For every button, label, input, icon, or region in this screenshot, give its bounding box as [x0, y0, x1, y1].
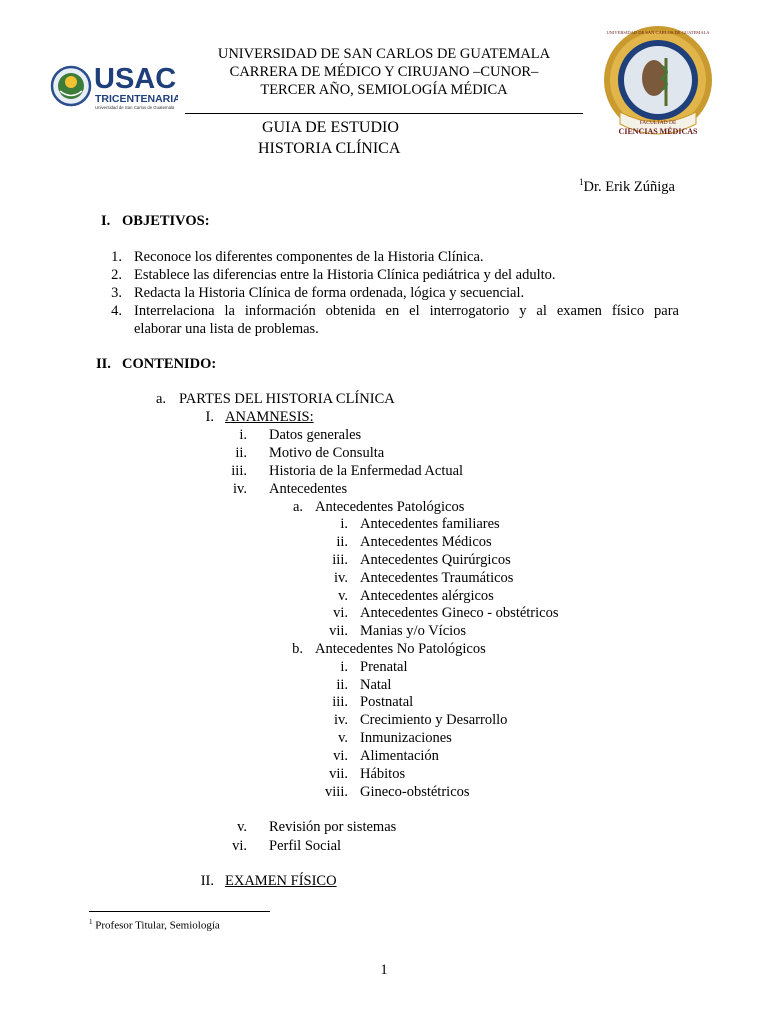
page-number: 1 [380, 962, 388, 978]
outline-item: Natal [360, 677, 392, 693]
outline-marker: iii. [231, 463, 247, 479]
outline-marker: i. [340, 659, 348, 675]
outline-item: Antecedentes familiares [360, 516, 500, 532]
doc-title-line2: HISTORIA CLÍNICA [258, 140, 401, 157]
outline-item: Motivo de Consulta [269, 445, 385, 461]
outline-item: Antecedentes [269, 481, 348, 497]
outline-item-no-patologicos: Antecedentes No Patológicos [315, 641, 486, 657]
outline-marker: vi. [333, 748, 348, 764]
usac-logo-text: USAC [94, 63, 177, 95]
outline-marker: a. [155, 391, 166, 407]
seal-top-text: UNIVERSIDAD DE SAN CARLOS DE GUATEMALA [606, 30, 710, 35]
outline-marker: i. [340, 516, 348, 532]
outline-marker: ii. [235, 445, 247, 461]
outline-marker: vi. [232, 838, 247, 854]
outline-marker: b. [292, 641, 303, 657]
outline-marker: v. [338, 588, 348, 604]
outline-item: Prenatal [360, 659, 408, 675]
outline-item: Postnatal [360, 694, 414, 710]
usac-logo-tagline: Universidad de San Carlos de Guatemala [95, 105, 175, 110]
outline-item: Antecedentes Gineco - obstétricos [360, 605, 559, 621]
outline-item: Alimentación [360, 748, 439, 764]
header-career: CARRERA DE MÉDICO Y CIRUJANO –CUNOR– [229, 64, 539, 80]
author-name: Dr. Erik Zúñiga [583, 178, 675, 195]
objective-text: Reconoce los diferentes componentes de la Historia Clínica. [134, 249, 484, 265]
usac-tricentenaria-logo [50, 58, 178, 114]
footnote-marker: 1 [89, 918, 93, 926]
objective-text: Establece las diferencias entre la Historia Clínica pediátrica y del adulto. [134, 267, 556, 283]
objective-number: 3. [111, 285, 122, 301]
outline-item: Antecedentes Traumáticos [360, 570, 514, 586]
footnote [89, 918, 220, 932]
usac-logo-subtitle: TRICENTENARIA [95, 93, 178, 105]
objective-text: Redacta la Historia Clínica de forma ordenada, lógica y secuencial. [134, 285, 525, 301]
outline-item: Datos generales [269, 427, 362, 443]
section-objetivos-num: I. [101, 213, 111, 229]
outline-item: Antecedentes Médicos [360, 534, 492, 550]
outline-item-partes: PARTES DEL HISTORIA CLÍNICA [179, 391, 395, 407]
outline-marker: v. [237, 819, 247, 835]
objective-number: 2. [111, 267, 122, 283]
outline-item: Perfil Social [269, 838, 342, 854]
outline-marker: iv. [233, 481, 247, 497]
outline-marker: II. [200, 873, 214, 889]
outline-marker: ii. [336, 534, 348, 550]
outline-marker: i. [239, 427, 247, 443]
objective-number: 1. [111, 249, 122, 265]
seal-bottom-text-2: CIENCIAS MÉDICAS [618, 127, 698, 136]
outline-marker: vii. [329, 766, 348, 782]
header-university: UNIVERSIDAD DE SAN CARLOS DE GUATEMALA [217, 46, 551, 62]
footnote-divider [89, 911, 270, 912]
outline-item: Revisión por sistemas [269, 819, 397, 835]
outline-marker: a. [292, 499, 303, 515]
header-course: TERCER AÑO, SEMIOLOGÍA MÉDICA [260, 82, 508, 98]
outline-marker: iv. [334, 570, 348, 586]
outline-marker: viii. [325, 784, 348, 800]
outline-item: Historia de la Enfermedad Actual [269, 463, 464, 479]
outline-marker: vii. [329, 623, 348, 639]
outline-item-examen-fisico: EXAMEN FÍSICO [225, 873, 337, 889]
objective-text: Interrelaciona la información obtenida en el interrogatorio y al examen físico para [134, 303, 679, 319]
outline-marker: v. [338, 730, 348, 746]
author [579, 177, 675, 196]
outline-marker: I. [205, 409, 214, 425]
ciencias-medicas-seal-logo [600, 20, 720, 148]
outline-item: Manias y/o Vícios [360, 623, 467, 639]
outline-item-anamnesis: ANAMNESIS: [225, 409, 314, 425]
outline-item: Antecedentes Quirúrgicos [360, 552, 511, 568]
objective-text-continued: elaborar una lista de problemas. [134, 321, 319, 337]
outline-item-patologicos: Antecedentes Patológicos [315, 499, 465, 515]
objective-number: 4. [111, 303, 122, 319]
footnote-text: Profesor Titular, Semiología [95, 919, 220, 932]
outline-marker: iv. [334, 712, 348, 728]
outline-item: Gineco-obstétricos [360, 784, 470, 800]
outline-marker: iii. [332, 552, 348, 568]
outline-item: Crecimiento y Desarrollo [360, 712, 508, 728]
header-divider [185, 113, 583, 114]
outline-item: Antecedentes alérgicos [360, 588, 494, 604]
seal-bottom-text-1: FACULTAD DE [639, 120, 677, 126]
author-footnote-ref: 1 [579, 177, 584, 187]
outline-item: Hábitos [360, 766, 406, 782]
outline-item: Inmunizaciones [360, 730, 452, 746]
outline-marker: vi. [333, 605, 348, 621]
outline-marker: iii. [332, 694, 348, 710]
section-contenido-num: II. [96, 356, 111, 372]
outline-marker: ii. [336, 677, 348, 693]
doc-title-line1: GUIA DE ESTUDIO [262, 119, 399, 136]
section-objetivos-title: OBJETIVOS: [122, 213, 210, 229]
section-contenido-title: CONTENIDO: [122, 356, 217, 372]
